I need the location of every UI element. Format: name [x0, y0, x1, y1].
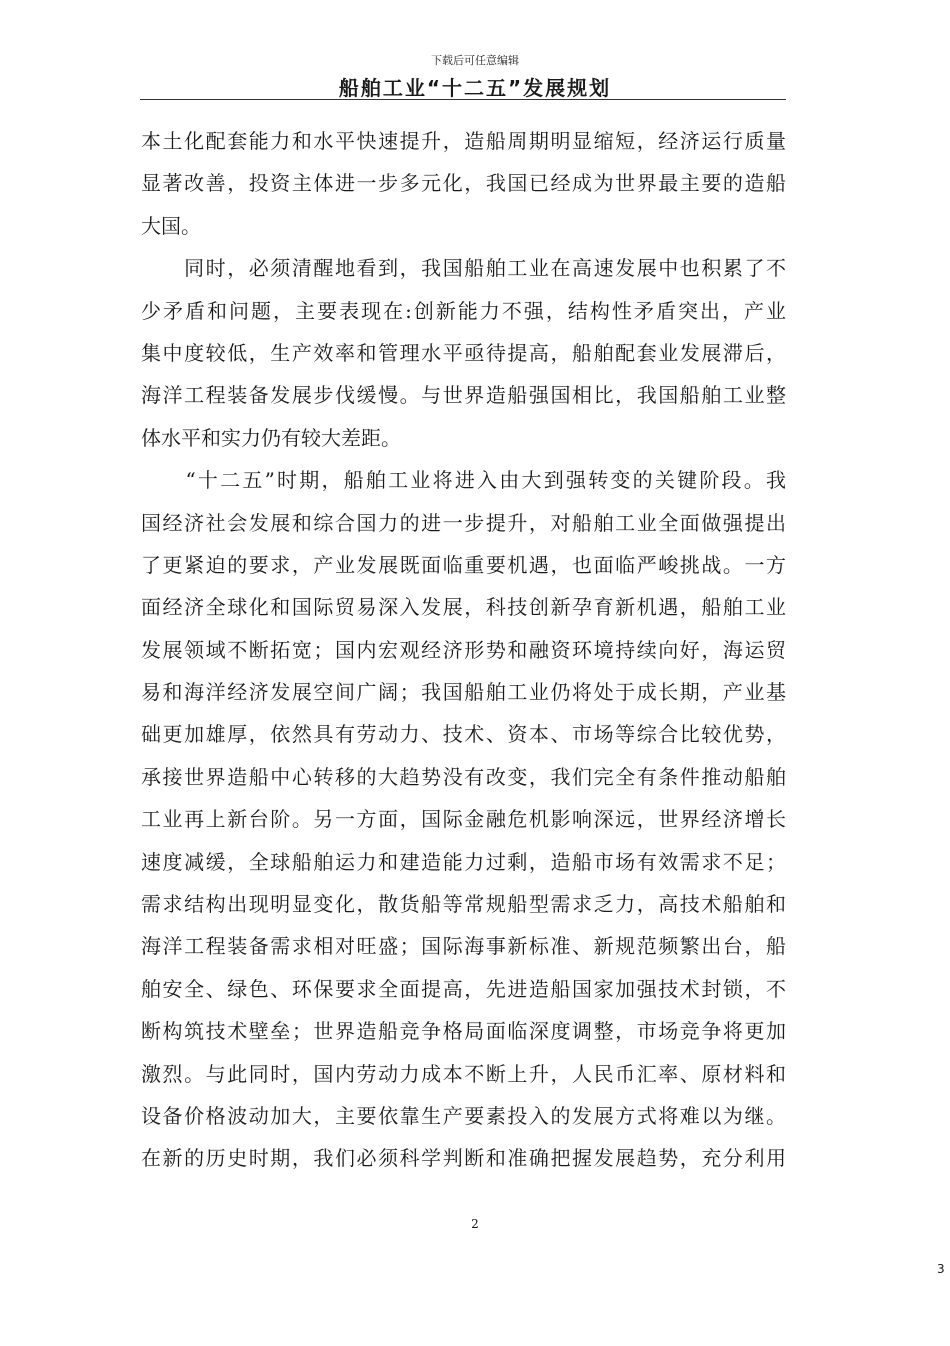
text-line: 海洋工程装备发展步伐缓慢。与世界造船强国相比，我国船舶工业整	[141, 383, 786, 408]
text-line: 国经济社会发展和综合国力的进一步提升，对船舶工业全面做强提出	[141, 510, 786, 535]
text-line: 集中度较低，生产效率和管理水平亟待提高，船舶配套业发展滞后，	[141, 340, 786, 365]
text-line: 大国。	[141, 213, 201, 238]
body-text	[141, 120, 786, 1180]
text-line: 发展领域不断拓宽；国内宏观经济形势和融资环境持续向好，海运贸	[141, 637, 786, 662]
text-line: 断构筑技术壁垒；世界造船竞争格局面临深度调整，市场竞争将更加	[141, 1019, 786, 1044]
text-line: 在新的历史时期，我们必须科学判断和准确把握发展趋势，充分利用	[141, 1146, 786, 1171]
text-line: 舶安全、绿色、环保要求全面提高，先进造船国家加强技术封锁，不	[141, 976, 786, 1001]
text-line: 显著改善，投资主体进一步多元化，我国已经成为世界最主要的造船	[141, 171, 786, 196]
text-line: 易和海洋经济发展空间广阔；我国船舶工业仍将处于成长期，产业基	[141, 680, 786, 705]
text-line: “十二五”时期，船舶工业将进入由大到强转变的关键阶段。我	[141, 468, 786, 493]
download-note: 下载后可任意编辑	[431, 54, 519, 67]
text-line: 工业再上新台阶。另一方面，国际金融危机影响深远，世界经济增长	[141, 807, 786, 832]
text-line: 需求结构出现明显变化，散货船等常规船型需求乏力，高技术船舶和	[141, 892, 786, 917]
header-rule	[140, 99, 786, 100]
text-line: 激烈。与此同时，国内劳动力成本不断上升，人民币汇率、原材料和	[141, 1061, 786, 1086]
text-line: 少矛盾和问题，主要表现在:创新能力不强，结构性矛盾突出，产业	[141, 298, 786, 323]
text-line: 面经济全球化和国际贸易深入发展，科技创新孕育新机遇，船舶工业	[141, 595, 786, 620]
text-line: 了更紧迫的要求，产业发展既面临重要机遇，也面临严峻挑战。一方	[141, 552, 786, 577]
page-number: 2	[471, 1217, 479, 1231]
text-line: 速度减缓，全球船舶运力和建造能力过剩，造船市场有效需求不足；	[141, 849, 786, 874]
document-title: 船舶工业“十二五”发展规划	[338, 76, 612, 100]
corner-page-number: 3	[937, 1262, 945, 1276]
text-line: 同时，必须清醒地看到，我国船舶工业在高速发展中也积累了不	[141, 256, 786, 281]
text-line: 体水平和实力仍有较大差距。	[141, 425, 401, 450]
text-line: 承接世界造船中心转移的大趋势没有改变，我们完全有条件推动船舶	[141, 764, 786, 789]
text-line: 海洋工程装备需求相对旺盛；国际海事新标准、新规范频繁出台，船	[141, 934, 786, 959]
text-line: 本土化配套能力和水平快速提升，造船周期明显缩短，经济运行质量	[141, 129, 786, 153]
text-line: 设备价格波动加大，主要依靠生产要素投入的发展方式将难以为继。	[141, 1103, 786, 1128]
text-line: 础更加雄厚，依然具有劳动力、技术、资本、市场等综合比较优势，	[141, 722, 786, 747]
